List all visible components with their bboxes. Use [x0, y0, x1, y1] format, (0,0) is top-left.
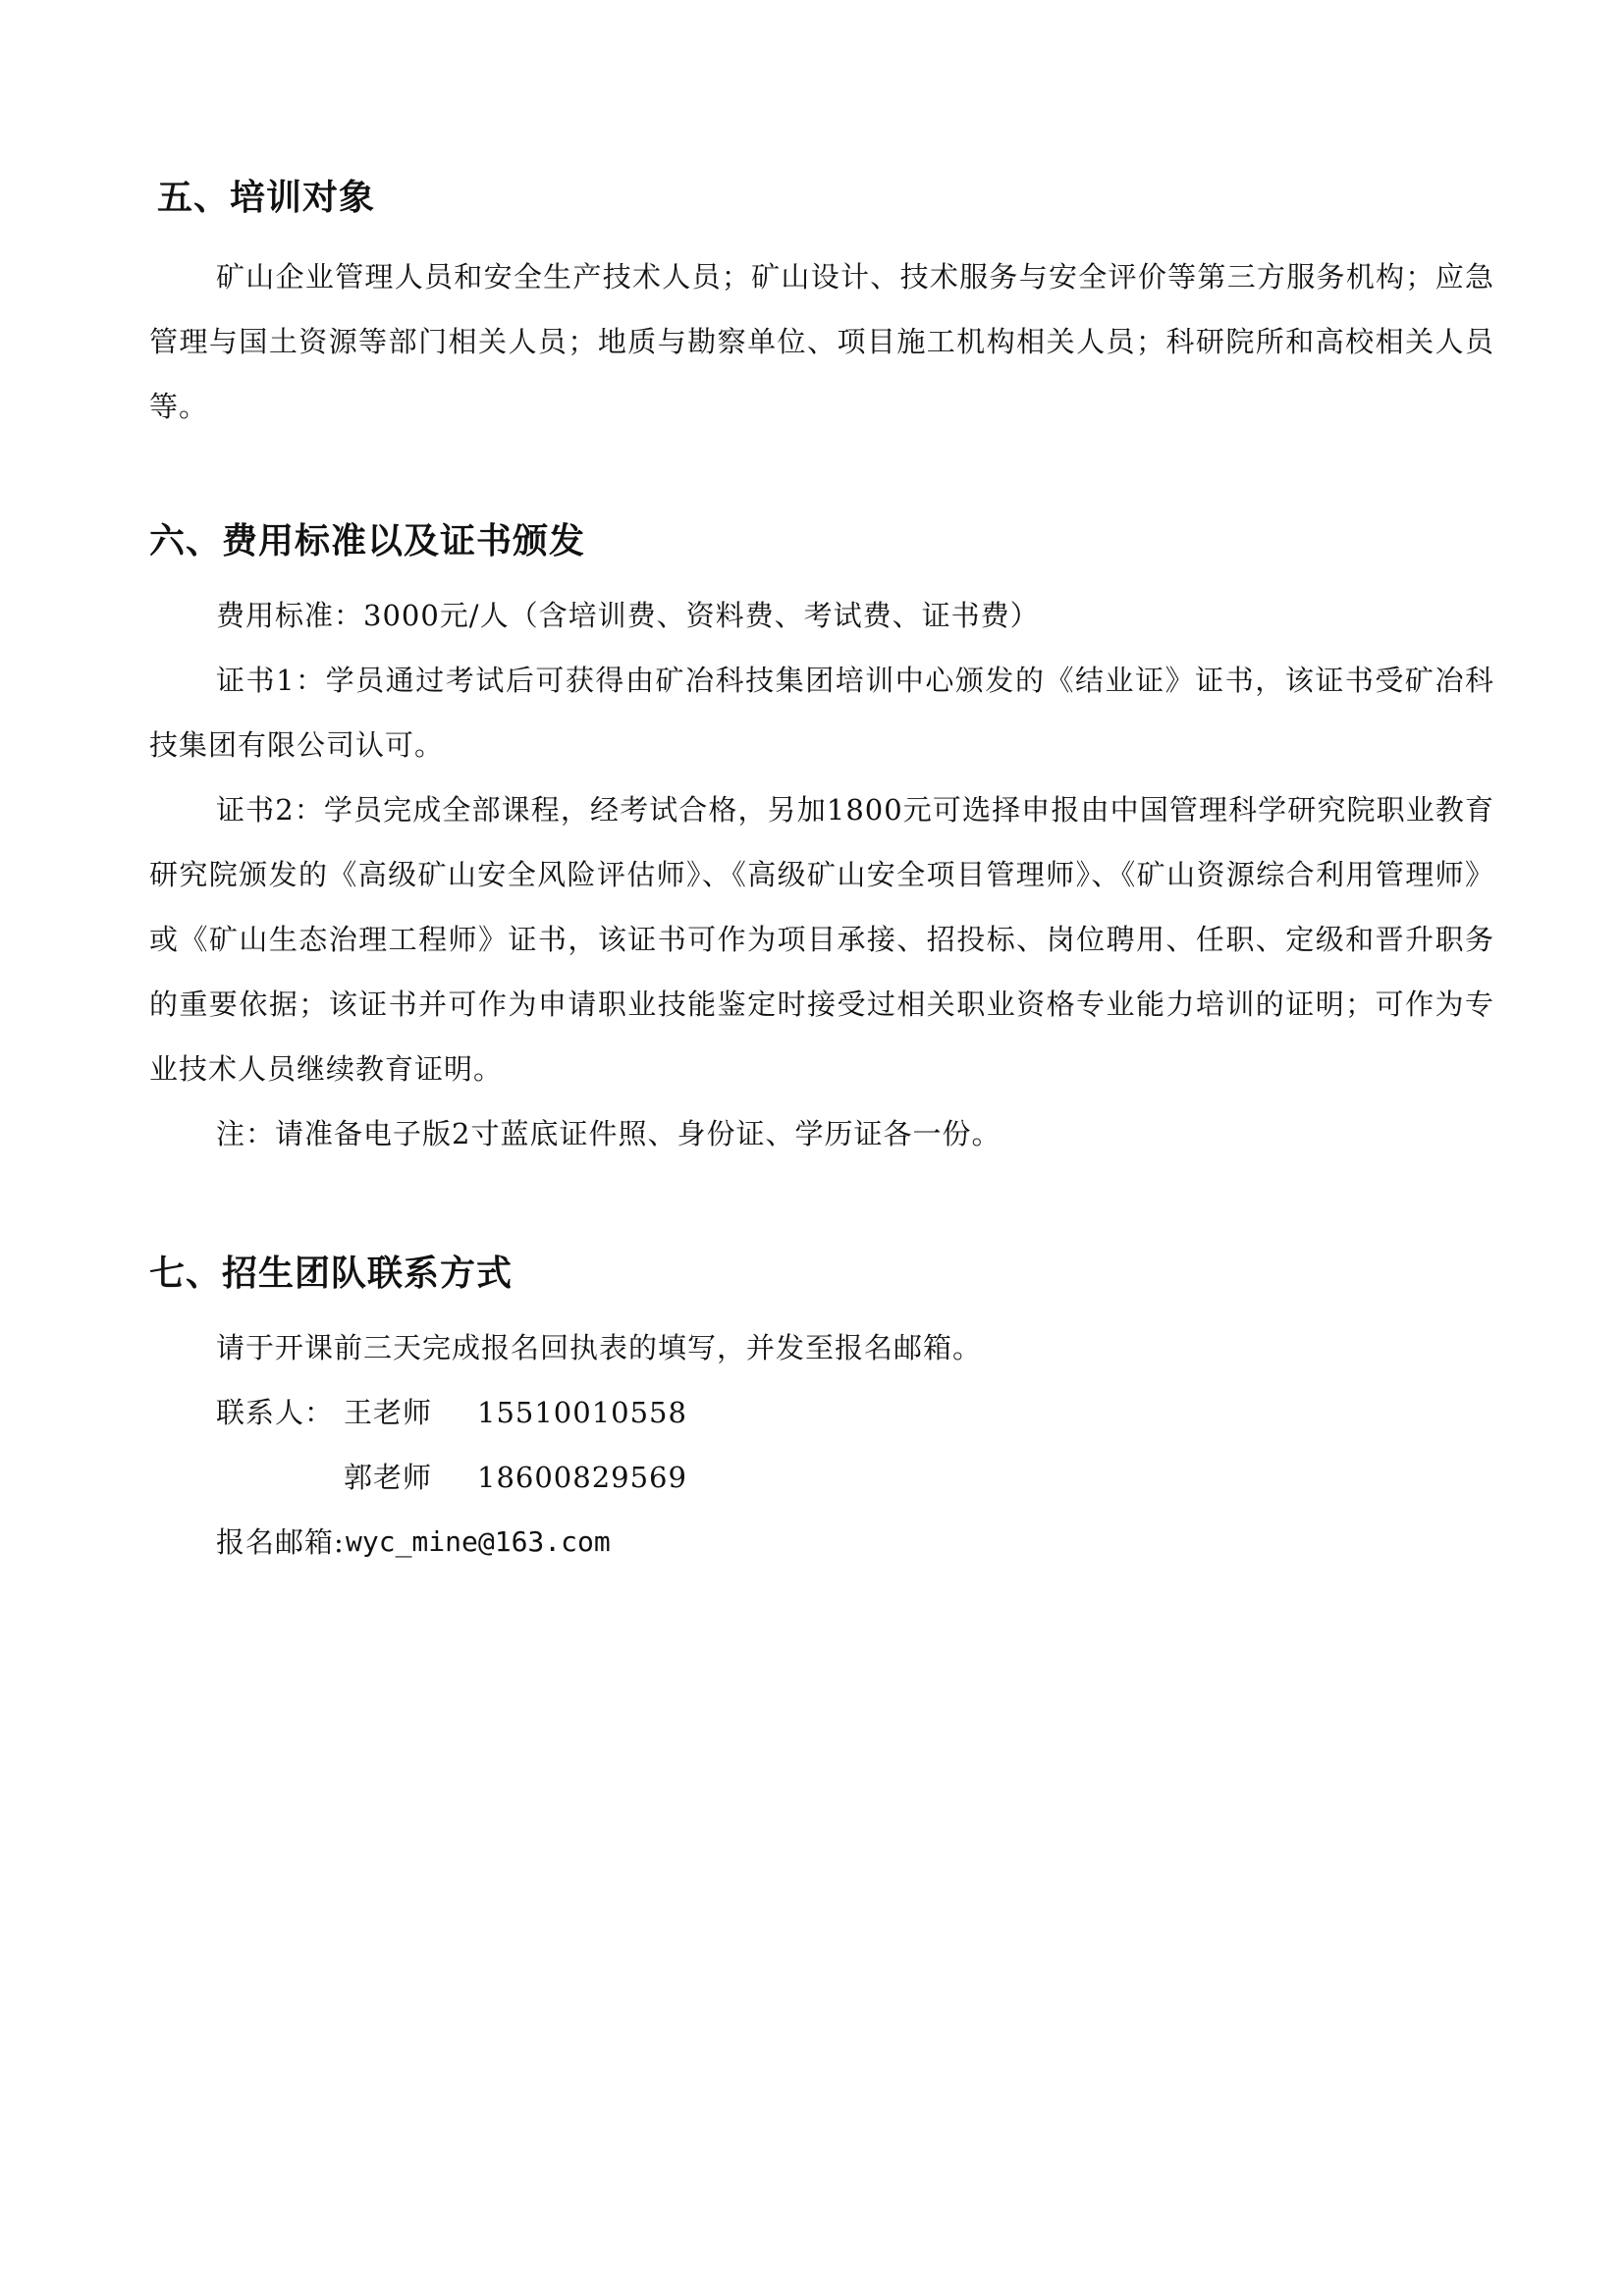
contact-name: 郭老师 [344, 1461, 433, 1494]
contact-name: 王老师 [344, 1396, 433, 1429]
contact-phone: 18600829569 [477, 1461, 687, 1494]
certificate-2: 证书2：学员完成全部课程，经考试合格，另加1800元可选择申报由中国管理科学研究院职业教育研究院颁发的《高级矿山安全风险评估师》、《高级矿山安全项目管理师》、《矿山资源综合利用管理师》或《矿山生态治理工程师》证书，该证书可作为项目承接、招投标、岗位聘用、任职、定级和晋升职务的重要依据；该证书并可作为申请职业技能鉴定时接受过相关职业资格专业能力培训的证明；可作为专业技术人员继续教育证明。 [149, 793, 1494, 1086]
section-5-heading: 五、培训对象 [157, 178, 376, 218]
registration-email[interactable]: wyc_mine@163.com [346, 1525, 611, 1558]
certificate-1: 证书1：学员通过考试后可获得由矿冶科技集团培训中心颁发的《结业证》证书，该证书受矿冶科技集团有限公司认可。 [149, 664, 1494, 762]
section-6-heading: 六、费用标准以及证书颁发 [149, 521, 586, 561]
email-label: 报名邮箱: [216, 1525, 345, 1559]
fee-standard: 费用标准：3000元/人（含培训费、资料费、考试费、证书费） [216, 599, 1040, 632]
note: 注：请准备电子版2寸蓝底证件照、身份证、学历证各一份。 [216, 1117, 1001, 1150]
section-7-heading: 七、招生团队联系方式 [149, 1254, 514, 1294]
contact-label: 联系人： [216, 1396, 335, 1429]
section-5-body: 矿山企业管理人员和安全生产技术人员；矿山设计、技术服务与安全评价等第三方服务机构；应急管理与国土资源等部门相关人员；地质与勘察单位、项目施工机构相关人员；科研院所和高校相关人员等。 [149, 260, 1494, 423]
contact-phone: 15510010558 [477, 1396, 687, 1429]
registration-instruction: 请于开课前三天完成报名回执表的填写，并发至报名邮箱。 [216, 1331, 983, 1364]
